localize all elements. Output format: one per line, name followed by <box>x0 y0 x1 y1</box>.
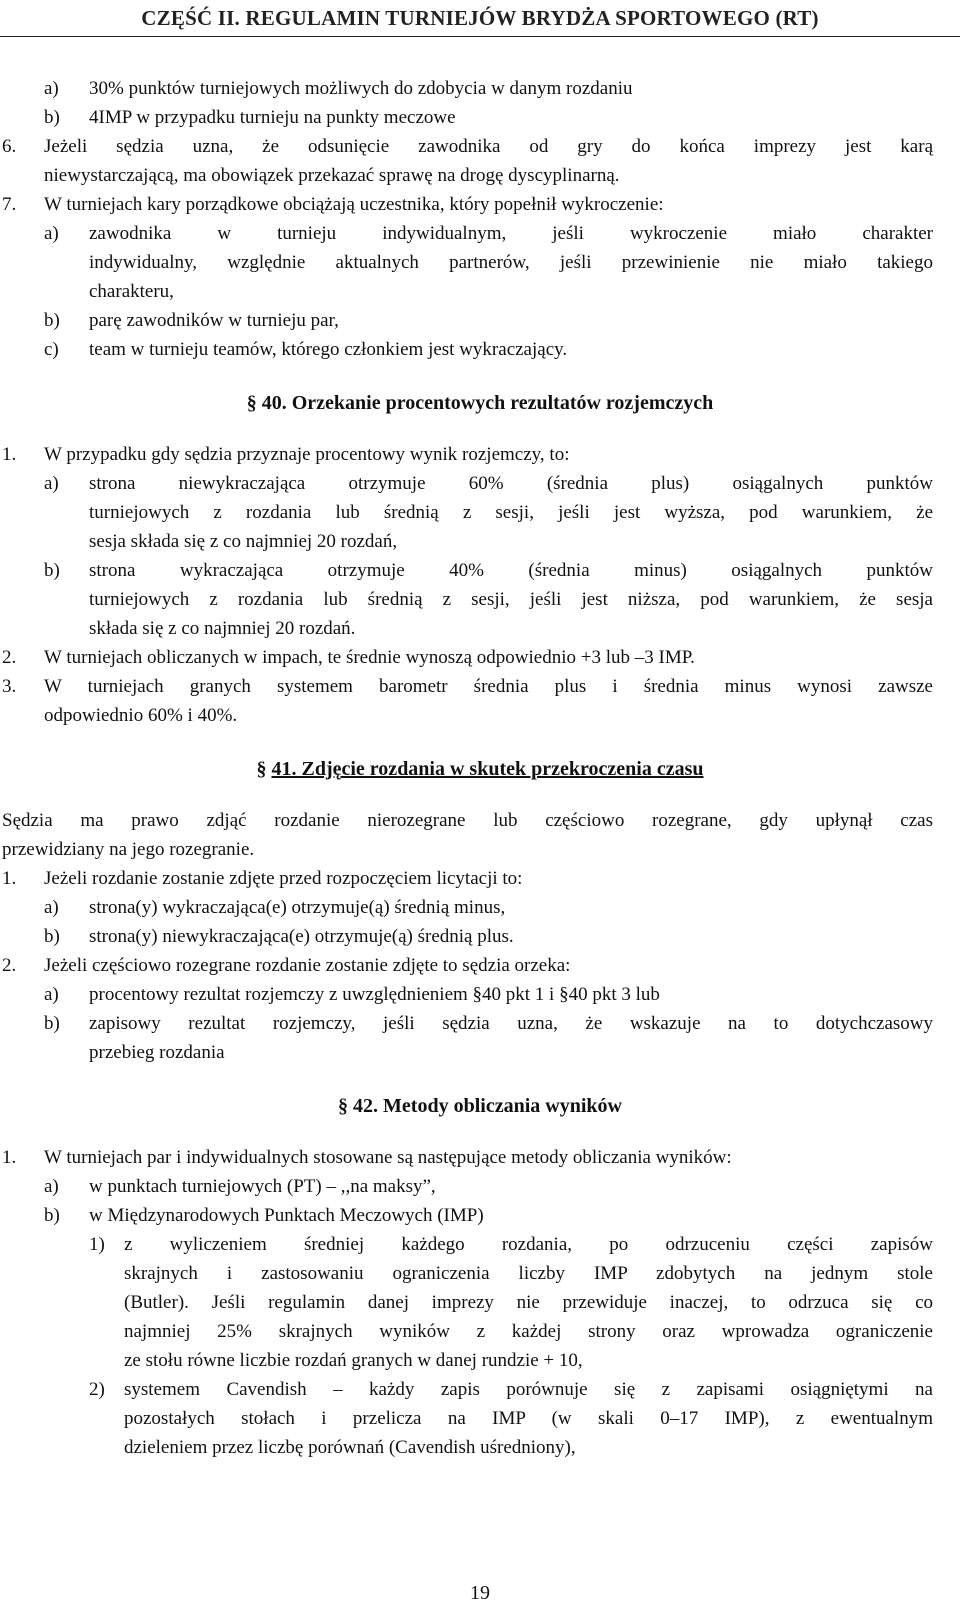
list-number: 1. <box>2 868 17 889</box>
paragraph-line: W turniejach granych systemem barometr średnia plus i średnia minus wynosi zawsze <box>44 676 933 697</box>
paragraph-line: W przypadku gdy sędzia przyznaje procentowy wynik rozjemczy, to: <box>44 444 570 465</box>
list-item-text: parę zawodników w turnieju par, <box>89 310 339 331</box>
list-label: b) <box>44 560 60 581</box>
list-label: a) <box>44 1176 59 1197</box>
running-header <box>0 2 960 42</box>
list-number: 6. <box>2 136 17 157</box>
section-heading-41-text: 41. Zdjęcie rozdania w skutek przekroczenia czasu <box>271 758 704 780</box>
list-item-text: strona(y) wykraczająca(e) otrzymuje(ą) średnią minus, <box>89 897 506 918</box>
list-item-text: 4IMP w przypadku turnieju na punkty meczowe <box>89 107 456 128</box>
list-item-text: team w turnieju teamów, którego członkiem jest wykraczający. <box>89 339 568 360</box>
section-heading-42: § 42. Metody obliczania wyników <box>338 1095 622 1117</box>
list-number: 2. <box>2 647 17 668</box>
paragraph-line: W turniejach obliczanych w impach, te średnie wynoszą odpowiednio +3 lub –3 IMP. <box>44 647 695 668</box>
list-number: 1. <box>2 1147 17 1168</box>
paragraph-line: indywidualny, względnie aktualnych partnerów, jeśli przewinienie nie miało takiego <box>89 252 933 273</box>
list-label: a) <box>44 897 59 918</box>
list-item-text: w punktach turniejowych (PT) – ,,na maksy”, <box>89 1176 436 1197</box>
paragraph-line: turniejowych z rozdania lub średnią z sesji, jeśli jest niższa, pod warunkiem, że sesja <box>89 589 933 610</box>
paragraph-line: strona niewykraczająca otrzymuje 60% (średnia plus) osiągalnych punktów <box>89 473 933 494</box>
header-title <box>0 6 960 31</box>
list-number: 1. <box>2 444 17 465</box>
paragraph-line: niewystarczającą, ma obowiązek przekazać sprawę na drogę dyscyplinarną. <box>44 165 620 186</box>
paragraph-line: ze stołu równe liczbie rozdań granych w danej rundzie + 10, <box>124 1350 583 1371</box>
header-divider <box>0 36 960 37</box>
paragraph-line: zapisowy rezultat rozjemczy, jeśli sędzia uzna, że wskazuje na to dotychczasowy <box>89 1013 933 1034</box>
paragraph-line: dzieleniem przez liczbę porównań (Cavendish uśredniony), <box>124 1437 576 1458</box>
list-label: b) <box>44 1013 60 1034</box>
list-label: b) <box>44 1205 60 1226</box>
list-label: a) <box>44 984 59 1005</box>
list-number: 7. <box>2 194 17 215</box>
page-number: 19 <box>470 1582 490 1604</box>
header-part: CZĘŚĆ II. <box>141 6 246 30</box>
paragraph-line: składa się z co najmniej 20 rozdań. <box>89 618 356 639</box>
list-label: a) <box>44 473 59 494</box>
paragraph-line: W turniejach par i indywidualnych stosowane są następujące metody obliczania wyników: <box>44 1147 732 1168</box>
paragraph-line: Jeżeli rozdanie zostanie zdjęte przed rozpoczęciem licytacji to: <box>44 868 523 889</box>
sublist-label: 2) <box>89 1379 105 1400</box>
section-heading-41 <box>0 757 960 781</box>
paragraph-line: systemem Cavendish – każdy zapis porównuje się z zapisami osiągniętymi na <box>124 1379 933 1400</box>
header-regulation-title: REGULAMIN TURNIEJÓW BRYDŻA SPORTOWEGO (RT) <box>245 6 819 30</box>
list-number: 3. <box>2 676 17 697</box>
list-item-text: w Międzynarodowych Punktach Meczowych (IMP) <box>89 1205 484 1226</box>
paragraph-line: Sędzia ma prawo zdjąć rozdanie nierozegrane lub częściowo rozegrane, gdy upłynął czas <box>2 810 933 831</box>
list-item-text: procentowy rezultat rozjemczy z uwzględnieniem §40 pkt 1 i §40 pkt 3 lub <box>89 984 660 1005</box>
paragraph-line: zawodnika w turnieju indywidualnym, jeśli wykroczenie miało charakter <box>89 223 933 244</box>
paragraph-line: W turniejach kary porządkowe obciążają uczestnika, który popełnił wykroczenie: <box>44 194 664 215</box>
section-heading-40: § 40. Orzekanie procentowych rezultatów rozjemczych <box>246 392 714 414</box>
paragraph-line: odpowiednio 60% i 40%. <box>44 705 238 726</box>
list-label: b) <box>44 926 60 947</box>
list-label: a) <box>44 78 59 99</box>
paragraph-line: pozostałych stołach i przelicza na IMP (w skali 0–17 IMP), z ewentualnym <box>124 1408 933 1429</box>
paragraph-line: przewidziany na jego rozegranie. <box>2 839 255 860</box>
list-item-text: 30% punktów turniejowych możliwych do zdobycia w danym rozdaniu <box>89 78 633 99</box>
paragraph-line: turniejowych z rozdania lub średnią z sesji, jeśli jest wyższa, pod warunkiem, że <box>89 502 933 523</box>
paragraph-line: przebieg rozdania <box>89 1042 225 1063</box>
paragraph-line: Jeżeli sędzia uzna, że odsunięcie zawodnika od gry do końca imprezy jest karą <box>44 136 933 157</box>
sublist-label: 1) <box>89 1234 105 1255</box>
list-label: c) <box>44 339 59 360</box>
paragraph-line: (Butler). Jeśli regulamin danej imprezy nie przewiduje inaczej, to odrzuca się co <box>124 1292 933 1313</box>
paragraph-line: skrajnych i zastosowaniu ograniczenia liczby IMP zdobytych na jednym stole <box>124 1263 933 1284</box>
list-label: a) <box>44 223 59 244</box>
list-label: b) <box>44 107 60 128</box>
list-number: 2. <box>2 955 17 976</box>
list-item-text: strona(y) niewykraczająca(e) otrzymuje(ą) średnią plus. <box>89 926 514 947</box>
paragraph-line: z wyliczeniem średniej każdego rozdania, po odrzuceniu części zapisów <box>124 1234 933 1255</box>
paragraph-line: Jeżeli częściowo rozegrane rozdanie zostanie zdjęte to sędzia orzeka: <box>44 955 571 976</box>
paragraph-line: najmniej 25% skrajnych wyników z każdej strony oraz wprowadza ograniczenie <box>124 1321 933 1342</box>
list-label: b) <box>44 310 60 331</box>
section-sign: § <box>256 758 272 780</box>
paragraph-line: sesja składa się z co najmniej 20 rozdań, <box>89 531 398 552</box>
paragraph-line: strona wykraczająca otrzymuje 40% (średnia minus) osiągalnych punktów <box>89 560 933 581</box>
paragraph-line: charakteru, <box>89 281 174 302</box>
